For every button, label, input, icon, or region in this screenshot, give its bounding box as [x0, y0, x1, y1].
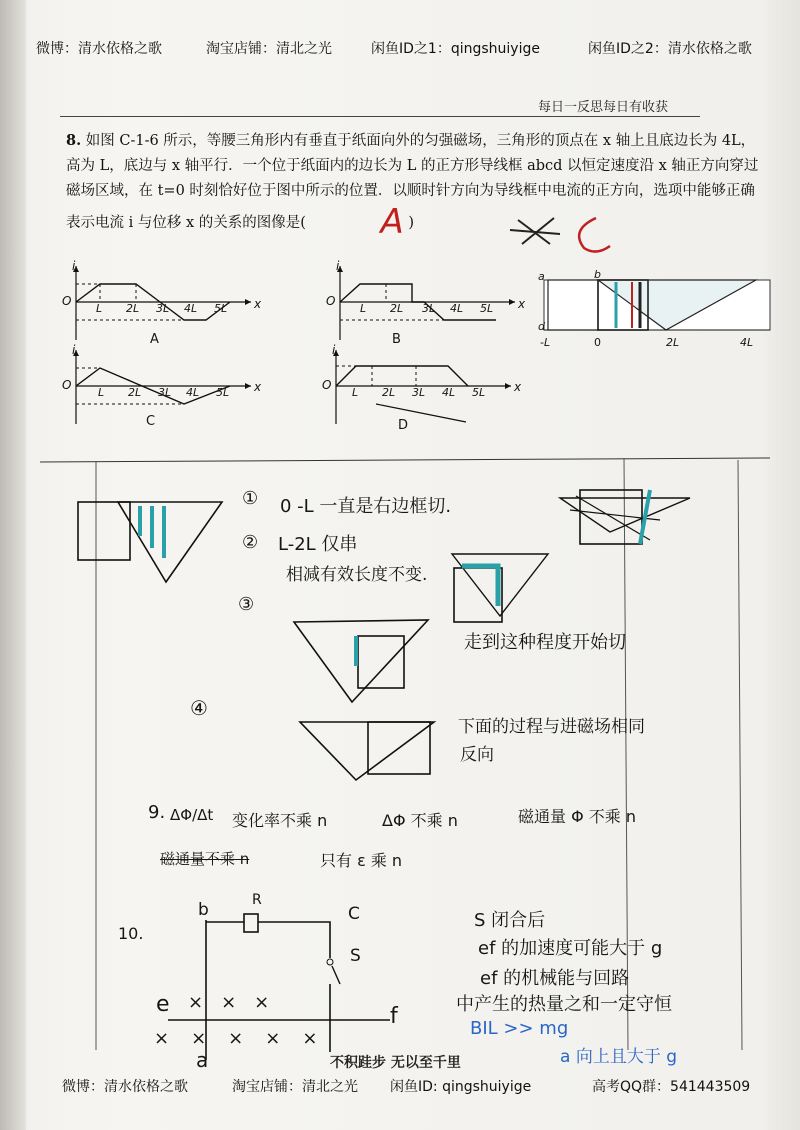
note-step3: 走到这种程度开始切	[464, 632, 626, 653]
question-text: 如图 C-1-6 所示，等腰三角形内有垂直于纸面向外的匀强磁场，三角形的顶点在 x 轴上且底边长为 4L，高为 L，底边与 x 轴平行．一个位于纸面内的边长为 L 的正方形导线框 abcd 以恒定速度沿 x 轴正方向穿过磁场区域，在 t=0 时刻恰好位于图中所示的位置．以顺时针方向为导线框中电流的正方向，选项中能够正确表示电流 i 与位移 x 的关系的图像是(	[66, 133, 759, 231]
graph-c-i-label: i	[72, 343, 76, 357]
note-q10-4: 中产生的热量之和一定守恒	[456, 994, 672, 1015]
header-weibo: 微博：清水依格之歌	[36, 41, 162, 57]
figure-vertex-d: d	[538, 320, 545, 333]
header-xianyu-1: 闲鱼ID之1：qingshuiyige	[371, 41, 540, 57]
figure-tick-0: 0	[594, 336, 601, 349]
handwritten-answer: A	[380, 202, 404, 242]
graph-a-x-label: x	[254, 297, 262, 311]
graph-d-x-label: x	[514, 380, 522, 394]
note-step1: 0 -L 一直是右边框切.	[280, 496, 452, 517]
circuit-label-s: S	[350, 946, 361, 966]
option-d-label: D	[398, 418, 409, 433]
note-step2b: 相减有效长度不变.	[286, 565, 428, 585]
graph-a-tick-3l: 3L	[156, 302, 170, 315]
graph-b-origin: O	[326, 294, 336, 308]
note-q10-blue-2: a 向上且大于 g	[560, 1047, 678, 1067]
graph-d-i-label: i	[332, 343, 336, 357]
graph-a-tick-l: L	[96, 302, 103, 315]
note-q10-2: ef 的加速度可能大于 g	[478, 938, 663, 959]
graph-b-tick-4l: 4L	[450, 302, 464, 315]
note-q10-num: 10.	[118, 924, 144, 943]
graph-b-i-label: i	[336, 259, 340, 273]
figure-tick-4l: 4L	[740, 336, 754, 349]
footer-weibo: 微博：清水依格之歌	[62, 1079, 188, 1095]
graph-c-tick-l: L	[98, 386, 105, 399]
motto-divider	[60, 116, 700, 117]
note-step4-num: ④	[190, 696, 208, 720]
circuit-label-b: b	[198, 900, 209, 920]
answer-scribble	[500, 200, 680, 260]
motto: 每日一反思每日有收获	[538, 100, 669, 115]
note-q9-crossed: 磁通量不乘 n	[160, 850, 250, 868]
graph-a-tick-5l: 5L	[214, 302, 228, 315]
note-step4b: 反向	[460, 745, 494, 765]
note-step4a: 下面的过程与进磁场相同	[458, 717, 645, 737]
note-step3-num: ③	[238, 594, 255, 615]
graph-d-tick-l: L	[352, 386, 359, 399]
graph-a-tick-4l: 4L	[184, 302, 198, 315]
graph-a-origin: O	[62, 294, 72, 308]
graph-b-x-label: x	[518, 297, 526, 311]
graph-c-tick-2l: 2L	[128, 386, 142, 399]
graph-b-tick-l: L	[360, 302, 367, 315]
question-number: 8.	[66, 132, 82, 149]
note-q9-d: 只有 ε 乘 n	[320, 851, 403, 870]
footer-taobao: 淘宝店铺：清北之光	[232, 1079, 358, 1095]
note-step2a: L-2L 仅串	[278, 534, 358, 555]
graph-d-origin: O	[322, 378, 332, 392]
graph-a-i-label: i	[72, 259, 76, 273]
note-step2-num: ②	[242, 532, 259, 553]
figure-tick-neg-l: -L	[540, 336, 551, 349]
graph-c-tick-5l: 5L	[216, 386, 230, 399]
circuit-label-r: R	[252, 892, 262, 908]
graph-d-tick-3l: 3L	[412, 386, 426, 399]
option-c-label: C	[146, 414, 156, 429]
circuit-field-x-row2: ×××××	[154, 1028, 340, 1049]
note-q10-blue-1: BIL >> mg	[470, 1018, 569, 1039]
handwritten-notes	[52, 456, 752, 1096]
note-q9-a: 变化率不乘 n	[232, 811, 328, 830]
option-a-label: A	[150, 332, 159, 347]
figure-vertex-b: b	[594, 268, 601, 281]
graph-c-tick-3l: 3L	[158, 386, 172, 399]
question-paren-close: )	[408, 215, 415, 231]
footer-xianyu: 闲鱼ID: qingshuiyige	[390, 1079, 532, 1095]
graph-d-tick-4l: 4L	[442, 386, 456, 399]
graph-c-tick-4l: 4L	[186, 386, 200, 399]
note-q10-1: S 闭合后	[474, 910, 546, 931]
graph-b-tick-3l: 3L	[422, 302, 436, 315]
graph-b-tick-5l: 5L	[480, 302, 494, 315]
note-q9-num: 9.	[148, 802, 166, 823]
circuit-label-e: e	[156, 992, 170, 1017]
figure-tick-2l: 2L	[666, 336, 680, 349]
note-step1-num: ①	[242, 488, 259, 509]
header-xianyu-2: 闲鱼ID之2：清水依格之歌	[588, 41, 752, 57]
graph-d-tick-5l: 5L	[472, 386, 486, 399]
graph-a-tick-2l: 2L	[126, 302, 140, 315]
graph-d-tick-2l: 2L	[382, 386, 396, 399]
graph-c-origin: O	[62, 378, 72, 392]
circuit-label-a: a	[196, 1048, 209, 1072]
header-taobao: 淘宝店铺：清北之光	[206, 41, 332, 57]
figure-vertex-a: a	[538, 270, 545, 283]
note-q10-3: ef 的机械能与回路	[480, 968, 630, 989]
footer-qq: 高考QQ群：541443509	[592, 1079, 751, 1095]
graph-c-x-label: x	[254, 380, 262, 394]
circuit-label-f: f	[390, 1004, 398, 1029]
note-q9-b: ΔΦ 不乘 n	[382, 811, 458, 830]
graph-b-tick-2l: 2L	[390, 302, 404, 315]
option-b-label: B	[392, 332, 401, 347]
circuit-label-c: C	[348, 904, 360, 924]
circuit-field-x-row1: ×××	[188, 992, 288, 1013]
note-q9-frac: ΔΦ/Δt	[170, 806, 214, 824]
note-q9-c: 磁通量 Φ 不乘 n	[518, 807, 636, 826]
slogan: 不积跬步 无以至千里	[330, 1055, 461, 1071]
